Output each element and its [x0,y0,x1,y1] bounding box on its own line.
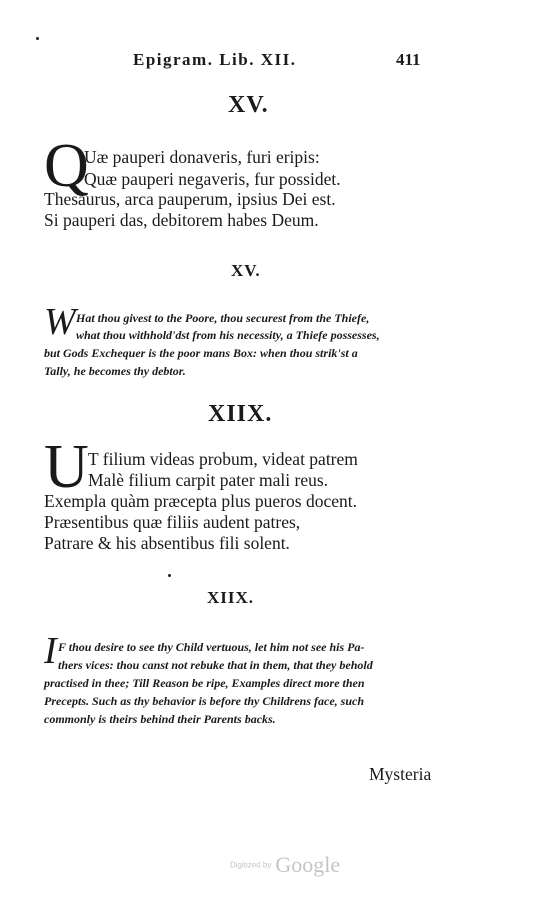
dropcap-u: U [44,433,89,501]
latin-line: Thesaurus, arca pauperum, ipsius Dei est. [44,189,336,209]
digitized-watermark [230,852,340,878]
dropcap-q: Q [44,132,89,200]
english-line: Precepts. Such as thy behavior is before thy Childrens face, such [44,694,364,708]
english-line: F thou desire to see thy Child vertuous, let him not see his Pa- [58,640,365,654]
ink-speck [36,37,39,40]
english-line: commonly is theirs behind their Parents backs. [44,712,276,726]
google-logo: Google [275,852,341,877]
dropcap-w: W [44,301,76,343]
latin-line: T filium videas probum, videat patrem [88,449,358,469]
latin-heading-xiix: XIIX. [208,401,273,427]
english-line: practised in thee; Till Reason be ripe, Examples direct more then [44,676,365,690]
page-number: 411 [396,50,421,69]
english-heading-xv: XV. [231,261,261,280]
english-line: what thou withhold'dst from his necessity, a Thiefe possesses, [76,328,380,342]
ink-speck [168,574,171,577]
english-line: thers vices: thou canst not rebuke that in them, that they behold [58,658,373,672]
english-line: Tally, he becomes thy debtor. [44,364,186,378]
catchword: Mysteria [369,764,432,784]
latin-heading-xv: XV. [228,92,269,118]
english-line: but Gods Exchequer is the poor mans Box: when thou strik'st a [44,346,358,360]
latin-line: Uæ pauperi donaveris, furi eripis: [84,147,320,167]
latin-line: Quæ pauperi negaveris, fur possidet. [84,169,341,189]
digitized-by-text: Digitized by [230,860,272,870]
dropcap-i: I [44,630,57,672]
english-line: Hat thou givest to the Poore, thou securest from the Thiefe, [76,311,370,325]
latin-line: Si pauperi das, debitorem habes Deum. [44,210,319,230]
english-heading-xiix: XIIX. [207,588,255,607]
latin-line: Malè filium carpit pater mali reus. [88,470,329,490]
running-head: Epigram. Lib. XII. [133,50,297,69]
latin-line: Exempla quàm præcepta plus pueros docent. [44,491,357,511]
latin-line: Præsentibus quæ filiis audent patres, [44,512,301,532]
latin-line: Patrare & his absentibus fili solent. [44,533,290,553]
